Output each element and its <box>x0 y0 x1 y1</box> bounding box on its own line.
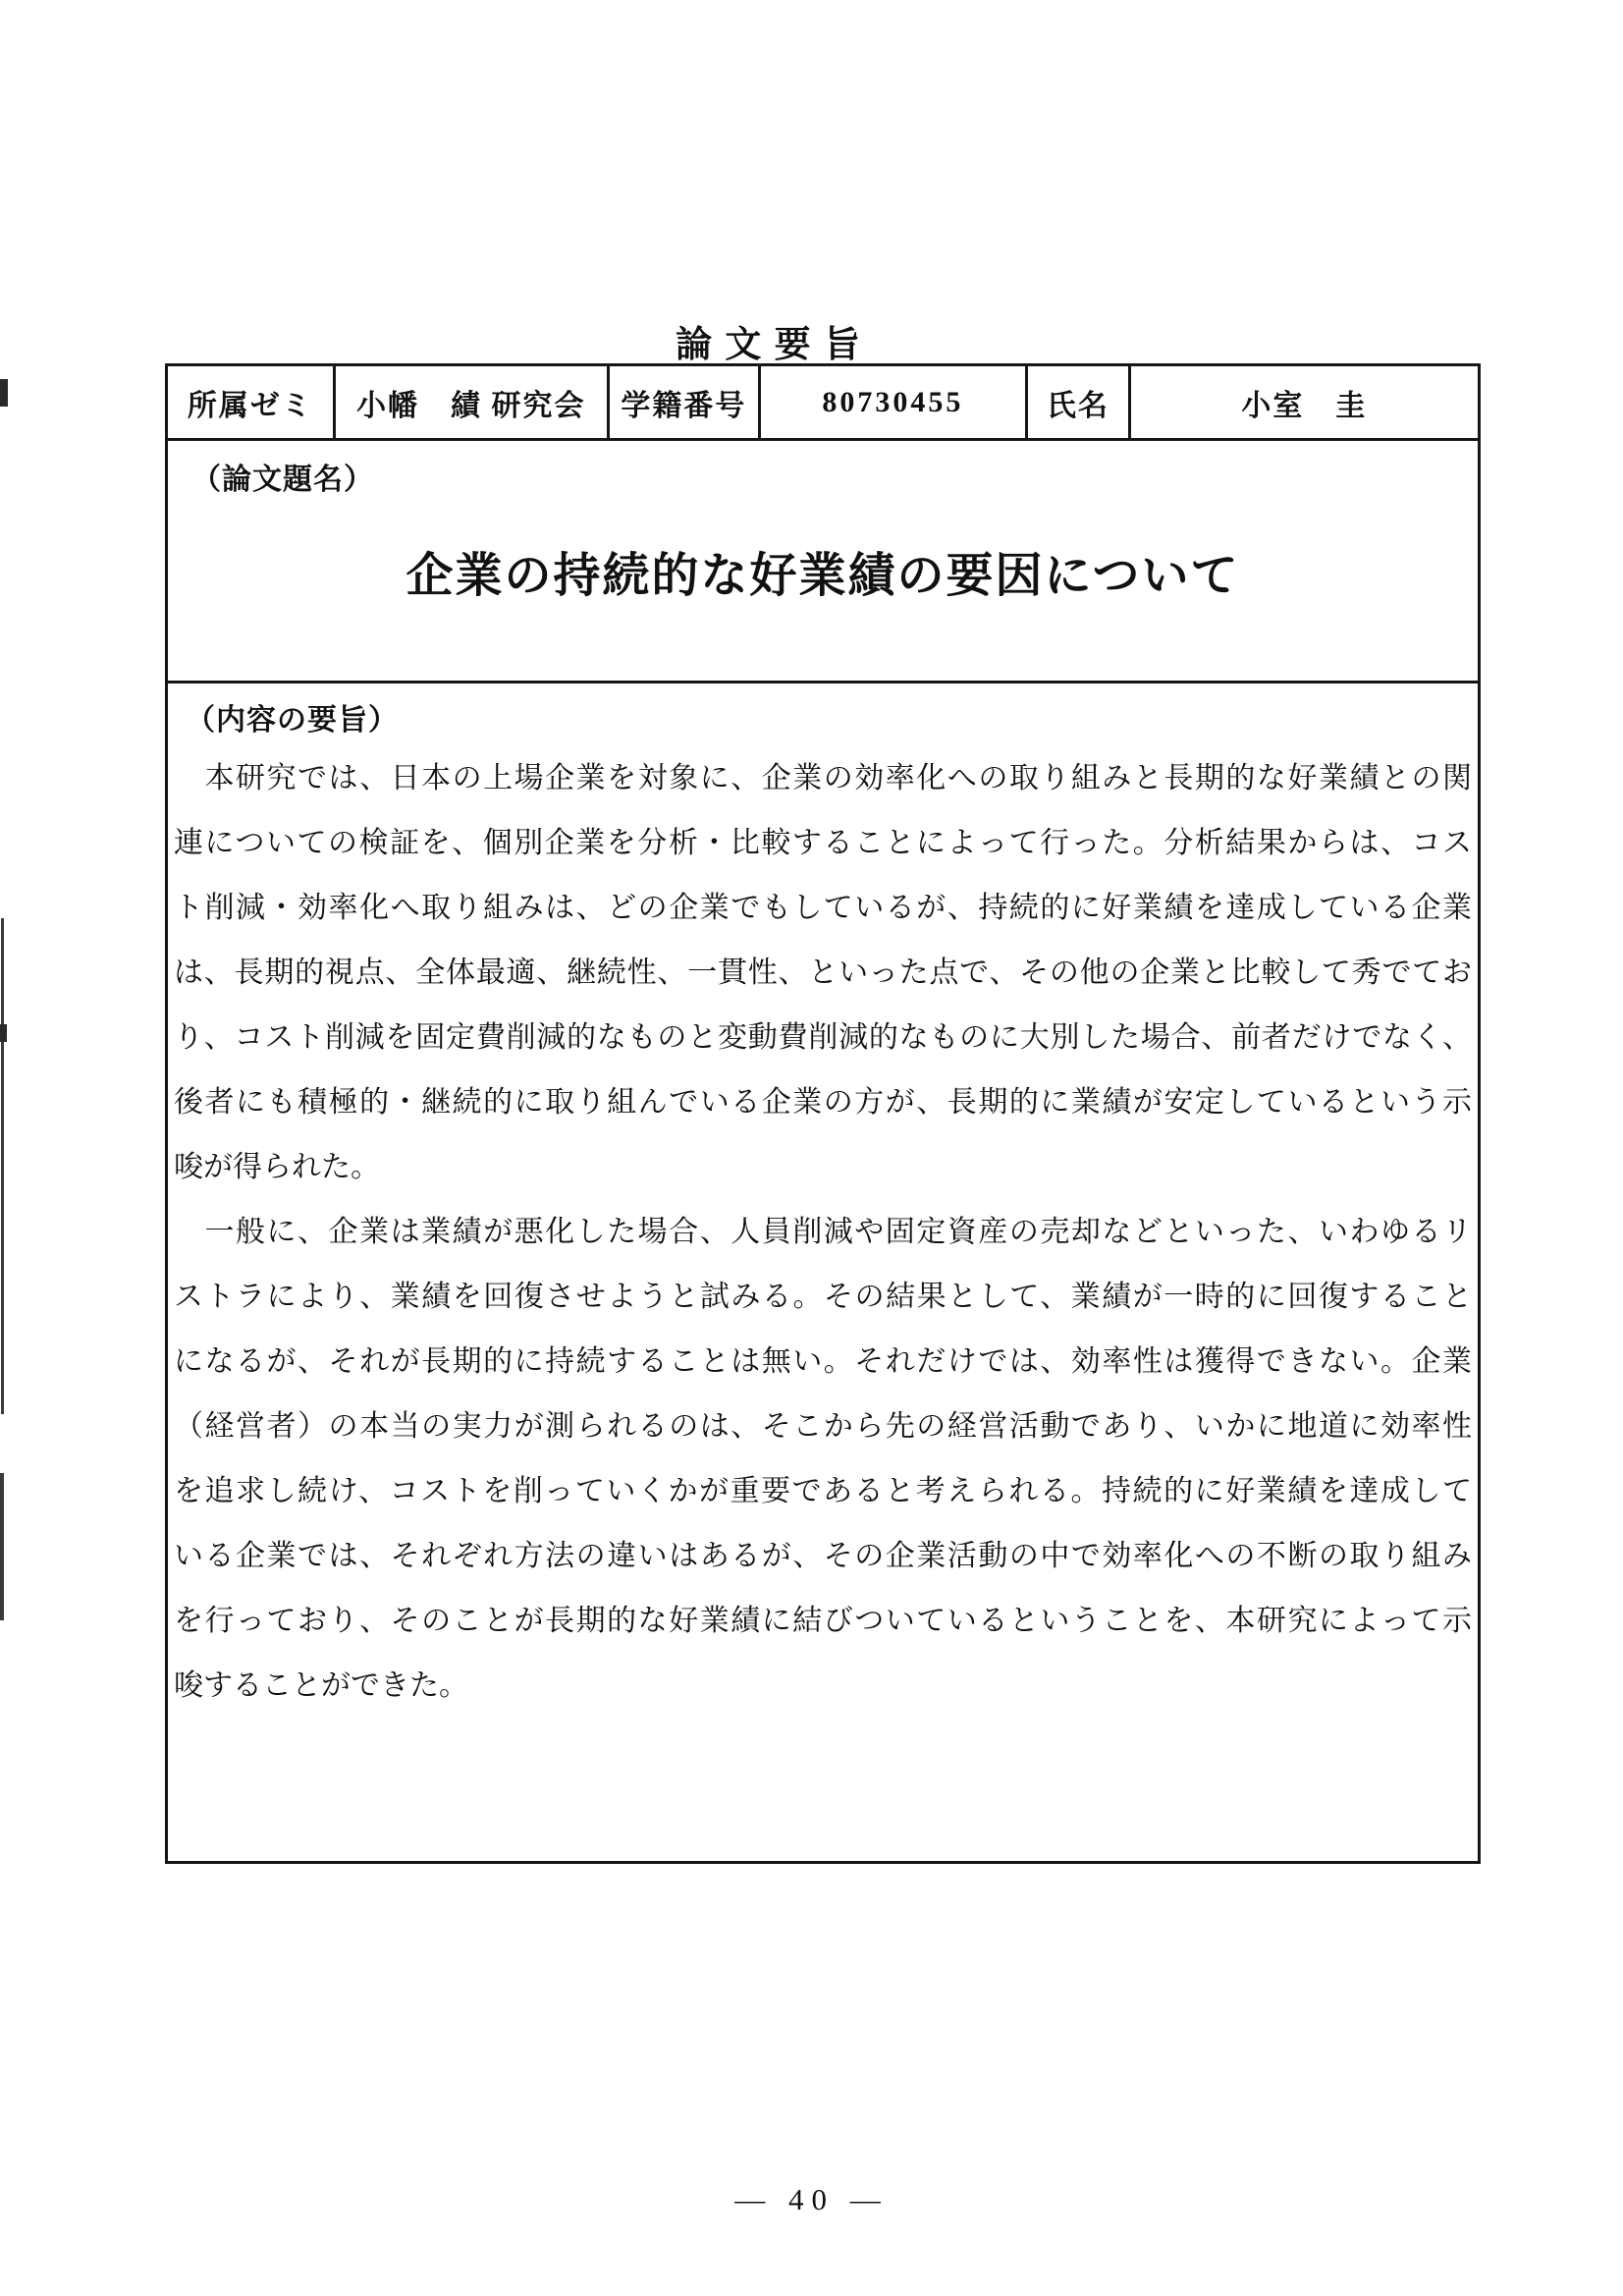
scan-artifact <box>0 379 8 407</box>
abstract-line: を追求し続け、コストを削っていくかが重要であると考えられる。持続的に好業績を達成して <box>174 1475 1472 1507</box>
abstract-line: （経営者）の本当の実力が測られるのは、そこから先の経営活動であり、いかに地道に効率性 <box>174 1410 1472 1443</box>
abstract-line: 一般に、企業は業績が悪化した場合、人員削減や固定資産の売却などといった、いわゆるリ <box>174 1216 1472 1248</box>
abstract-line: は、長期的視点、全体最適、継続性、一貫性、といった点で、その他の企業と比較して秀でてお <box>174 957 1472 989</box>
abstract-content-section <box>168 683 1478 1719</box>
thesis-title: 企業の持続的な好業績の要因について <box>406 550 1240 602</box>
abstract-line: 本研究では、日本の上場企業を対象に、企業の効率化への取り組みと長期的な好業績との関 <box>174 762 1472 794</box>
student-id-value-cell: 80730455 <box>761 366 1028 438</box>
info-table <box>165 363 1481 441</box>
abstract-line: 後者にも積極的・継続的に取り組んでいる企業の方が、長期的に業績が安定しているという示 <box>174 1086 1472 1119</box>
student-id-label-cell: 学籍番号 <box>610 366 761 438</box>
abstract-line: を行っており、そのことが長期的な好業績に結びついているということを、本研究によって示 <box>174 1605 1472 1637</box>
abstract-caption: （内容の要旨） <box>186 704 399 737</box>
scan-artifact <box>0 1473 4 1620</box>
abstract-box <box>165 438 1481 1864</box>
thesis-title-caption: （論文題名） <box>191 464 374 496</box>
abstract-line: 連についての検証を、個別企業を分析・比較することによって行った。分析結果からは、コス <box>174 827 1472 859</box>
abstract-line: り、コスト削減を固定費削減的なものと変動費削減的なものに大別した場合、前者だけでなく、 <box>174 1021 1472 1054</box>
document-heading: 論 文 要 旨 <box>676 325 862 365</box>
abstract-line: いる企業では、それぞれ方法の違いはあるが、その企業活動の中で効率化への不断の取り組み <box>174 1540 1472 1572</box>
abstract-line: ト削減・効率化へ取り組みは、どの企業でもしているが、持続的に好業績を達成している企業 <box>174 892 1472 924</box>
scan-artifact <box>0 1024 7 1042</box>
name-value-cell: 小室 圭 <box>1241 389 1368 422</box>
seminar-value-cell: 小幡 績 研究会 <box>336 366 610 438</box>
abstract-line: ストラにより、業績を回復させようと試みる。その結果として、業績が一時的に回復すること <box>174 1281 1472 1313</box>
abstract-line: になるが、それが長期的に持続することは無い。それだけでは、効率性は獲得できない。企業 <box>174 1345 1472 1378</box>
abstract-line: 唆が得られた。 <box>174 1151 380 1183</box>
name-label-cell: 氏名 <box>1028 366 1131 438</box>
scan-artifact <box>1 918 4 1414</box>
seminar-label-cell: 所属ゼミ <box>168 366 336 438</box>
abstract-line: 唆することができた。 <box>174 1669 468 1702</box>
page-number: — 40 — <box>734 2182 889 2216</box>
abstract-body <box>174 746 1472 1719</box>
thesis-title-section <box>168 441 1478 683</box>
